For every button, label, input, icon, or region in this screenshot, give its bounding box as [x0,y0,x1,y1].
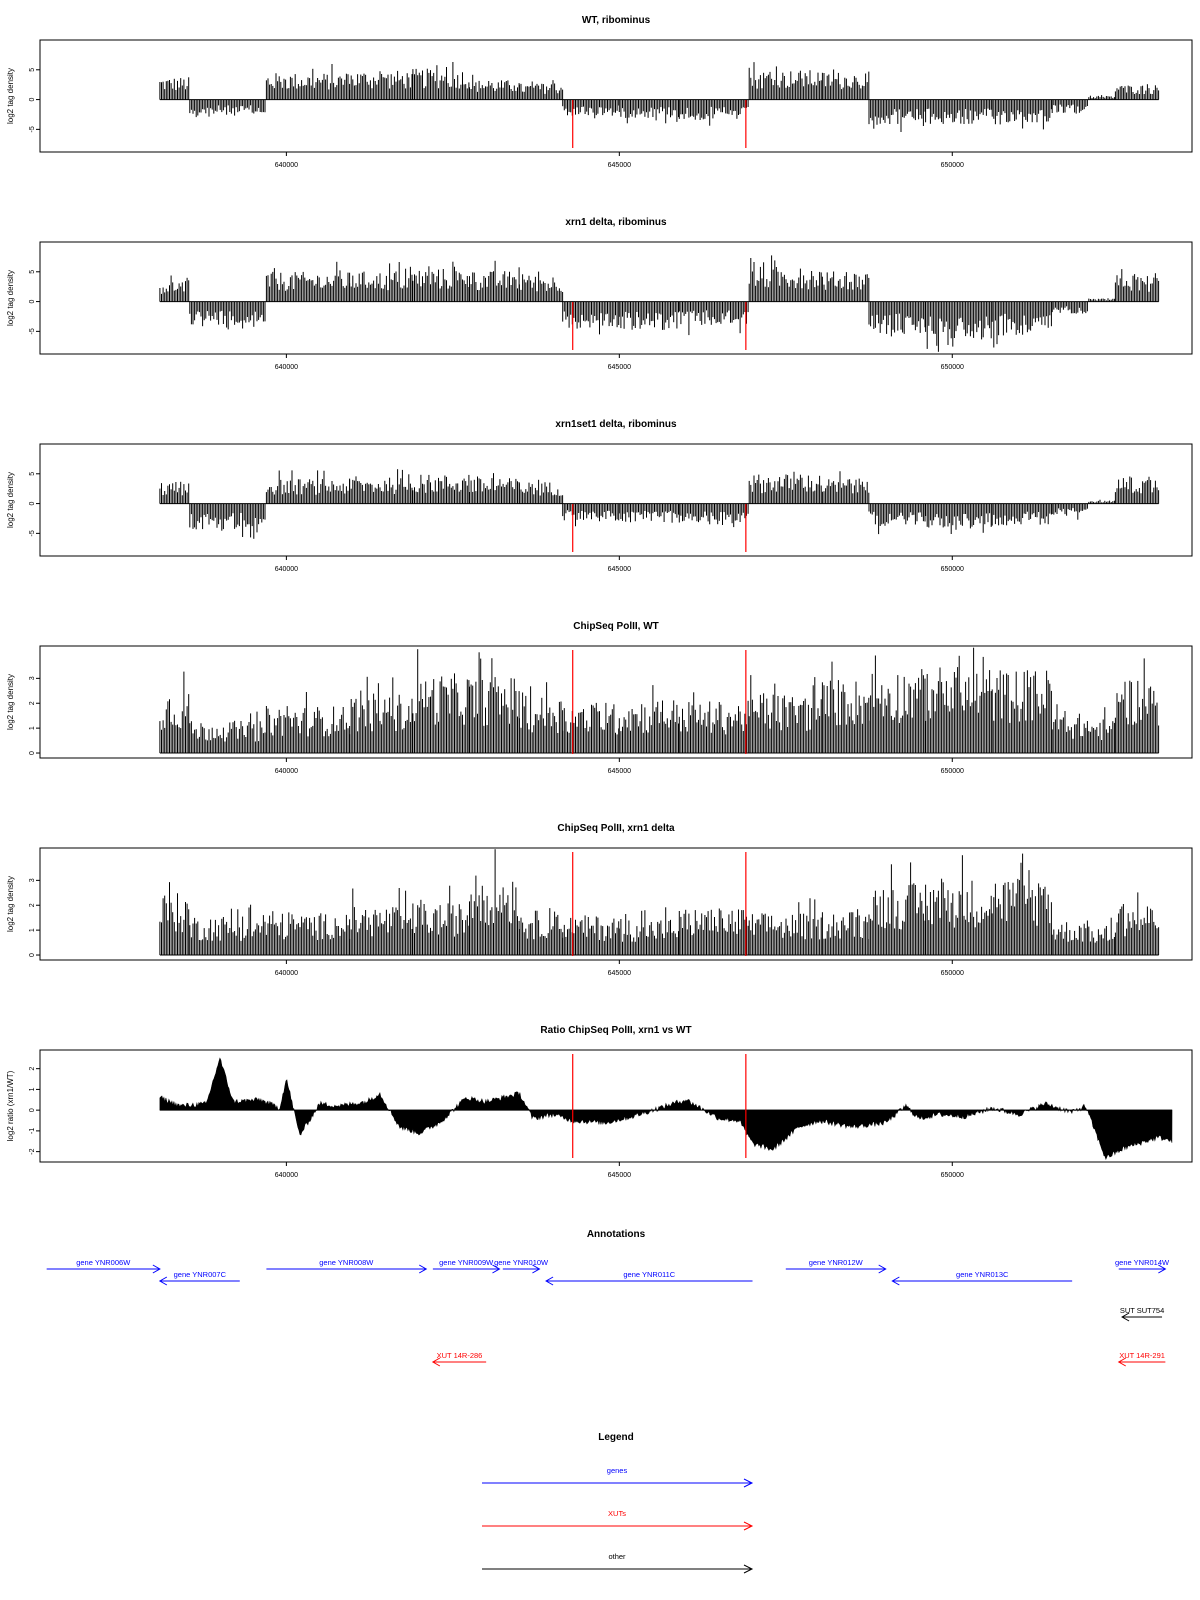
panel-2-bar-segment [519,272,562,302]
panel-4-bar-segment [160,672,189,753]
panel-2-frame [40,242,1192,354]
panel-5-bar-segment [350,888,412,955]
panel-4-bar-segment [563,703,619,753]
panel-5-bar-segment [619,907,678,955]
panel-1-bar-segment [926,100,992,124]
panel-5-bar-segment [266,911,349,955]
panel-1-frame [40,40,1192,152]
panel-2-bar-segment [619,302,678,330]
panel-1-bar-segment [160,77,189,99]
panel-4-y-tick-label: 3 [29,676,36,681]
panel-3-y-tick-label: 0 [29,501,36,506]
panel-4-bar-segment [350,677,412,753]
panel-1-bar-segment [679,100,748,126]
panel-5-y-tick-label: 2 [29,903,36,908]
panel-6-y-tick-label: 2 [29,1066,36,1071]
panel-6-title: Ratio ChipSeq PolII, xrn1 vs WT [540,1025,692,1036]
panel-2-title: xrn1 delta, ribominus [565,217,667,228]
panel-4-bar-segment [926,648,992,753]
panel-4-bar-segment [679,692,748,753]
panel-5-title: ChipSeq PolII, xrn1 delta [557,823,675,834]
panel-3-title: xrn1set1 delta, ribominus [555,419,677,430]
panel-6-ratio-area [160,1058,1172,1159]
annotation-label: gene YNR011C [623,1270,676,1279]
panel-1-bar-segment [869,100,925,132]
panel-1-x-tick-label: 645000 [607,162,632,169]
panel-3-bar-segment [413,475,469,504]
panel-5-bar-segment [519,908,562,955]
panel-3-bar-segment [822,471,868,503]
panel-6-x-tick-label: 640000 [274,1172,299,1179]
annotation-label: gene YNR010W [494,1258,549,1267]
panel-3-bar-segment [1052,504,1087,520]
panel-3-bar-segment [1115,477,1158,504]
panel-2-bar-segment [190,302,265,330]
annotation-label: gene YNR009W [439,1258,494,1267]
panel-5-bar-segment [926,855,992,955]
panel-2-y-tick-label: -5 [29,328,36,335]
panel-2-bar-segment [822,272,868,302]
panel-1-bar-segment [519,80,562,100]
panel-4-bar-segment [266,692,349,753]
annotation-label: gene YNR006W [76,1258,131,1267]
panel-3-bar-segment [350,469,412,503]
panel-2-x-tick-label: 640000 [274,364,299,371]
panel-5-bar-segment [160,882,189,955]
panel-6-x-tick-label: 650000 [940,1172,964,1179]
panel-5-bar-segment [413,886,469,955]
panel-5-bar-segment [470,849,520,955]
panel-3-bar-segment [266,470,349,503]
panel-2-bar-segment [266,262,349,302]
panel-4-x-tick-label: 650000 [940,768,964,775]
panel-4-bar-segment [749,675,821,753]
panel-5-y-axis-label: log2 tag density [6,875,15,933]
panel-2-bar-segment [869,302,925,337]
annotation-label: gene YNR008W [319,1258,374,1267]
annotation-label: SUT SUT754 [1119,1306,1165,1315]
panel-2-bar-segment [679,302,748,336]
panel-5-x-tick-label: 650000 [940,970,964,977]
panel-5-y-tick-label: 1 [29,928,36,933]
panel-5-bar-segment [190,905,265,955]
panel-2-y-tick-label: 0 [29,299,36,304]
panel-5-x-tick-label: 640000 [274,970,299,977]
annotations-title: Annotations [586,1229,646,1240]
panel-3-bar-segment [926,504,992,534]
panel-2-x-tick-label: 650000 [940,364,964,371]
panel-3-bar-segment [992,504,1051,526]
panel-1-bar-segment [749,62,821,100]
panel-6-y-tick-label: 0 [29,1108,36,1113]
panel-3-bar-segment [470,473,520,504]
panel-2-y-tick-label: 5 [29,269,36,274]
panel-6-x-tick-label: 645000 [607,1172,632,1179]
annotation-label: gene YNR012W [808,1258,863,1267]
panel-3-bar-segment [619,504,678,523]
panel-1-bar-segment [1052,100,1087,114]
panel-4-bar-segment [1052,704,1087,753]
panel-5-bar-segment [822,909,868,955]
panel-5-bar-segment [869,862,925,955]
annotation-label: gene YNR013C [956,1270,1009,1279]
panel-4-y-tick-label: 2 [29,701,36,706]
panel-5-y-tick-label: 0 [29,953,36,957]
panel-6-y-tick-label: -2 [29,1148,36,1155]
panel-6-y-tick-label: -1 [29,1127,36,1135]
panel-6-y-axis-label: log2 ratio (xrn1/WT) [6,1070,15,1142]
panel-5-bar-segment [749,898,821,955]
panel-2-bar-segment [926,302,992,352]
panel-4-bar-segment [519,682,562,753]
panel-4-bar-segment [992,670,1051,753]
panel-3-bar-segment [679,504,748,527]
panel-1-bar-segment [1089,95,1115,100]
panel-3-x-tick-label: 650000 [940,566,964,573]
panel-5-bar-segment [563,915,619,955]
panel-2-bar-segment [1052,302,1087,314]
panel-1-bar-segment [619,100,678,124]
panel-2-bar-segment [992,302,1051,348]
panel-4-bar-segment [822,662,868,753]
panel-1-bar-segment [563,100,619,119]
annotation-label: gene YNR014W [1115,1258,1170,1267]
panel-3-frame [40,444,1192,556]
panel-3-bar-segment [563,504,619,527]
panel-5-y-tick-label: 3 [29,878,36,883]
panel-1-bar-segment [1115,84,1158,99]
panel-4-bar-segment [1089,707,1115,753]
panel-4-x-tick-label: 640000 [274,768,299,775]
panel-2-bar-segment [470,261,520,302]
panel-2-y-axis-label: log2 tag density [6,269,15,327]
panel-5-bar-segment [992,854,1051,955]
panel-2-bar-segment [160,276,189,302]
panel-3-bar-segment [869,504,925,534]
panel-3-y-axis-label: log2 tag density [6,471,15,529]
panel-3-bar-segment [190,504,265,539]
annotation-label: gene YNR007C [173,1270,227,1279]
panel-5-bar-segment [1115,892,1158,955]
panel-1-bar-segment [190,100,265,118]
panel-3-bar-segment [749,472,821,504]
panel-1-bar-segment [413,62,469,100]
panel-2-bar-segment [749,255,821,301]
panel-4-bar-segment [470,652,520,753]
panel-2-bar-segment [1115,269,1158,302]
panel-1-y-tick-label: 0 [29,97,36,102]
panel-1-y-axis-label: log2 tag density [6,67,15,125]
panel-2-bar-segment [563,302,619,335]
panel-2-x-tick-label: 645000 [607,364,632,371]
panel-5-bar-segment [1089,918,1115,955]
panel-4-x-tick-label: 645000 [607,768,632,775]
panel-4-bar-segment [869,656,925,754]
panel-4-bar-segment [413,649,469,753]
panel-3-y-tick-label: 5 [29,471,36,476]
panel-6-y-tick-label: 1 [29,1087,36,1092]
panel-1-bar-segment [470,75,520,100]
panel-4-y-tick-label: 1 [29,726,36,731]
legend-title: Legend [598,1432,634,1443]
legend-item-label: XUTs [608,1509,626,1518]
panel-4-bar-segment [1115,658,1158,753]
panel-5-bar-segment [679,909,748,956]
panel-4-bar-segment [190,712,265,753]
panel-4-title: ChipSeq PolII, WT [573,621,659,632]
panel-3-bar-segment [1089,500,1115,504]
panel-1-bar-segment [992,100,1051,130]
panel-3-x-tick-label: 640000 [274,566,299,573]
panel-4-bar-segment [619,685,678,753]
annotation-label: XUT 14R-291 [1119,1351,1165,1360]
panel-2-bar-segment [350,262,412,302]
panel-1-x-tick-label: 640000 [274,162,299,169]
panel-2-bar-segment [413,262,469,302]
panel-3-bar-segment [519,480,562,504]
panel-1-bar-segment [266,64,349,100]
panel-3-x-tick-label: 645000 [607,566,632,573]
panel-5-x-tick-label: 645000 [607,970,632,977]
panel-1-bar-segment [350,71,412,100]
panel-5-bar-segment [1052,921,1087,956]
panel-4-y-tick-label: 0 [29,751,36,755]
panel-3-bar-segment [160,482,189,504]
panel-1-bar-segment [822,70,868,100]
legend-item-label: genes [606,1466,628,1475]
panel-1-y-tick-label: -5 [29,126,36,133]
panel-1-y-tick-label: 5 [29,67,36,72]
legend-item-label: other [608,1552,626,1561]
panel-1-x-tick-label: 650000 [940,162,964,169]
annotation-label: XUT 14R-286 [436,1351,483,1360]
panel-3-y-tick-label: -5 [29,530,36,537]
panel-4-y-axis-label: log2 tag density [6,673,15,731]
panel-1-title: WT, ribominus [581,15,651,26]
